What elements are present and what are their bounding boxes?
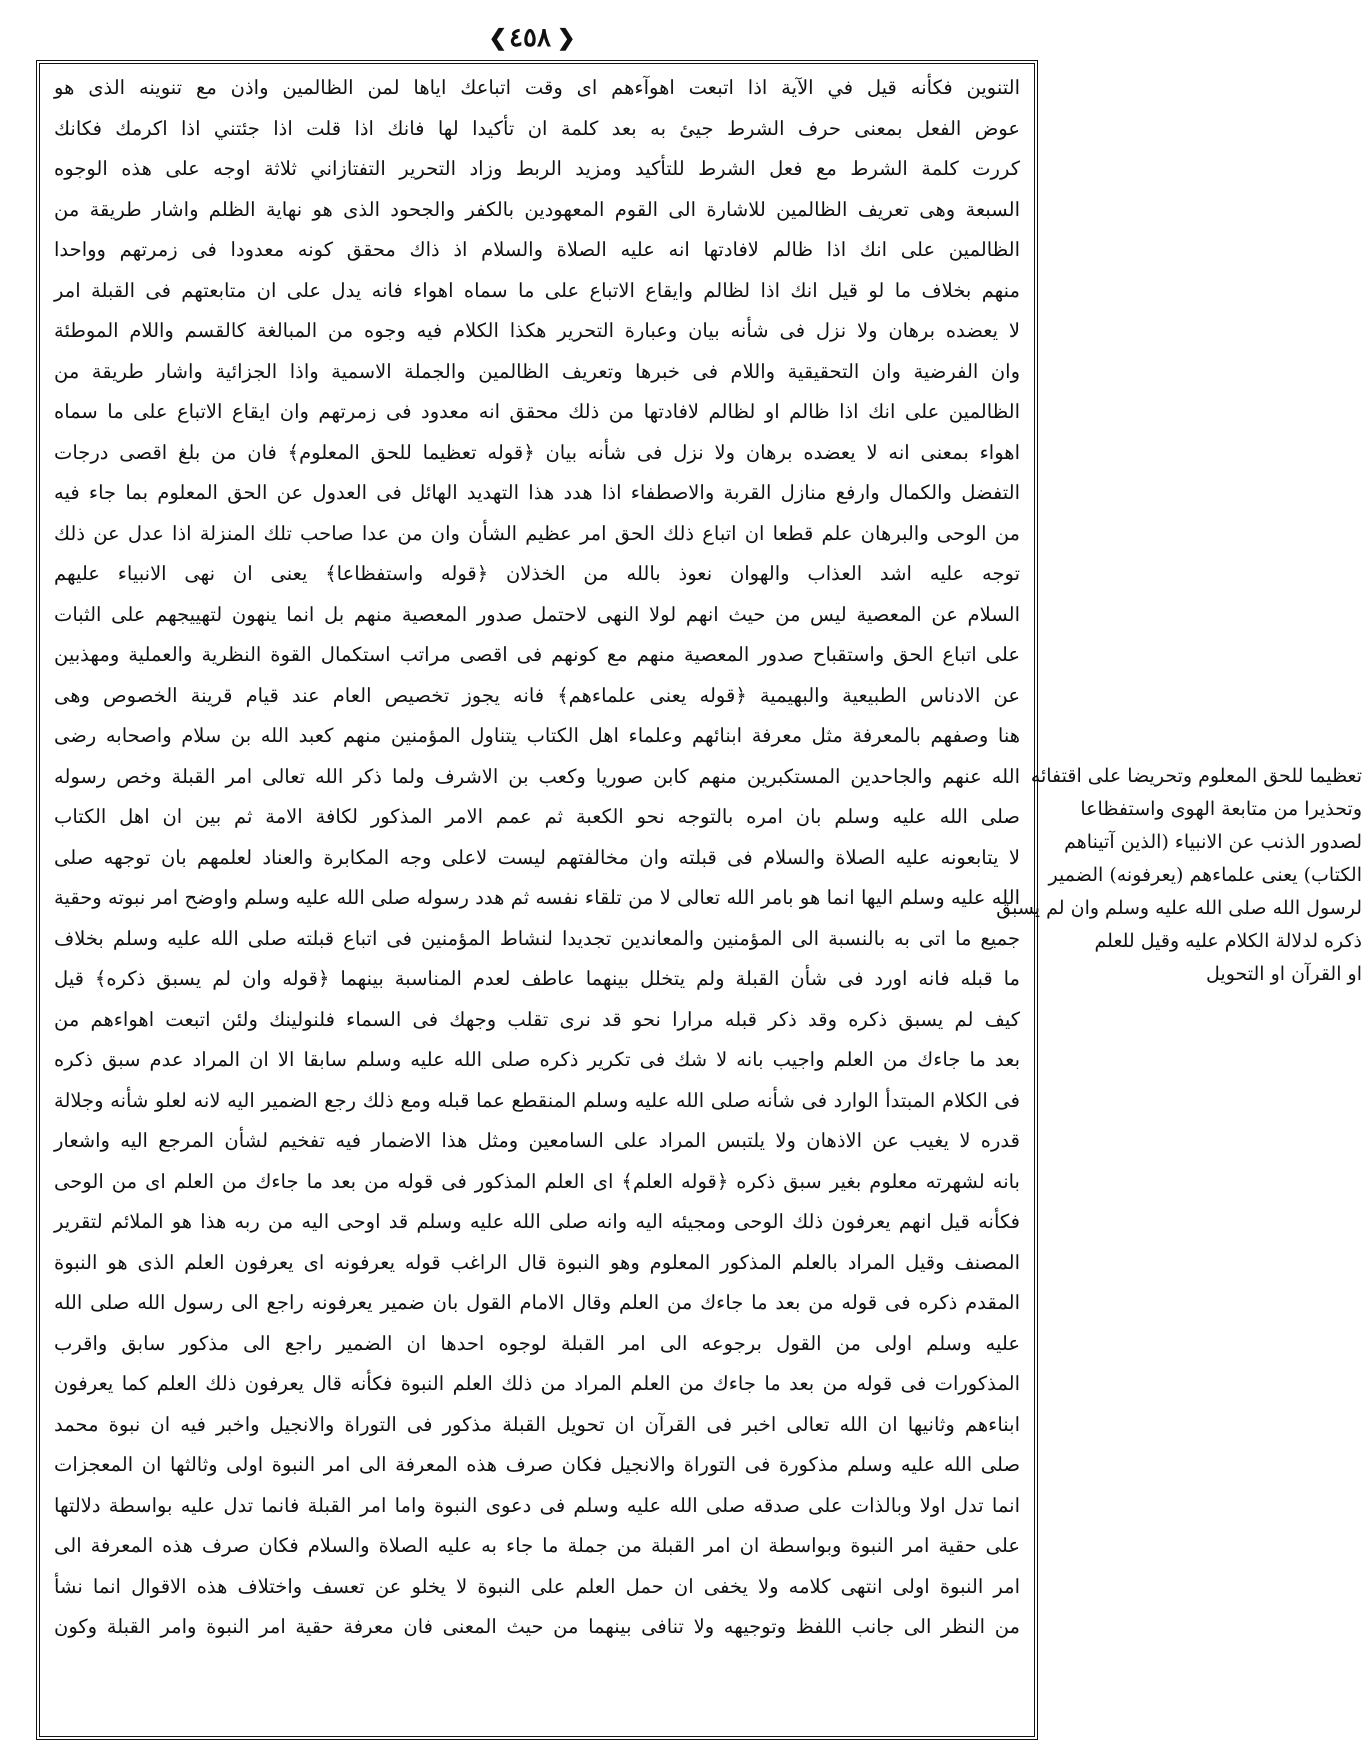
text-line: المقدم ذكره فى قوله من بعد ما جاءك من العلم وقال الامام القول بان ضمير يعرفونه راجع الى رسول الله صلى الله — [54, 1291, 1020, 1314]
main-text-frame — [36, 60, 1038, 1740]
text-line: امر النبوة اولى انتهى كلامه ولا يخفى ان حمل العلم على النبوة لا يخلو عن تعسف واختلاف هذه الاقوال انما نشأ — [54, 1574, 1020, 1598]
text-line: لا يتابعونه عليه الصلاة والسلام فى قبلته وان مخالفتهم ليست لاعلى وجه المكابرة والعناد لعلمهم بان توجهه صلى — [54, 845, 1020, 869]
text-line: عليه وسلم اولى من القول برجوعه الى امر القبلة لوجوه احدها ان الضمير راجع الى مذكور سابق واقرب — [54, 1331, 1020, 1355]
text-line: منهم بخلاف ما لو قيل انك اذا لظالم وايقاع الاتباع على ما سماه اهواء فانه يدل على ان متابعتهم فى القبلة امر — [54, 278, 1020, 302]
text-line: صلى الله عليه وسلم بان امره بالتوجه نحو الكعبة ثم عمم الامر المذكور لكافة الامة ثم بين ان اهل الكتاب — [54, 805, 1020, 828]
text-line: من النظر الى جانب اللفظ وتوجيهه ولا تنافى بينهما من حيث المعنى فان معرفة حقية امر النبوة وامر القبلة وكون — [54, 1615, 1020, 1638]
gloss-line: وتحذيرا من متابعة الهوى واستفظاعا — [1080, 798, 1362, 820]
gloss-line: او القرآن او التحويل — [1206, 963, 1362, 985]
text-line: صلى الله عليه وسلم مذكورة فى التوراة والانجيل فكان صرف هذه المعرفة الى امر النبوة اولى وثالثها ان المعجزات — [54, 1453, 1020, 1476]
margin-gloss — [996, 760, 1362, 991]
gloss-line: ذكره لدلالة الكلام عليه وقيل للعلم — [1094, 930, 1362, 952]
gloss-line: لرسول الله صلى الله عليه وسلم وان لم يسبق — [996, 897, 1362, 919]
ornament-right-icon: ❯ — [556, 25, 572, 51]
text-line: فى الكلام المبتدأ الوارد فى شأنه صلى الله عليه وسلم المنقطع عما قبله ومع ذلك رجع الضمير اليه لانه لعلو شأنه وجلالة — [54, 1088, 1020, 1112]
gloss-line: الكتاب) يعنى علماءهم (يعرفونه) الضمير — [1048, 864, 1362, 886]
text-line: بعد ما جاءك من العلم واجيب بانه لا شك فى تكرير ذكره صلى الله عليه وسلم سابقا الا ان المراد عدم سبق ذكره — [54, 1048, 1020, 1071]
page-number-text: ٤٥٨ — [509, 23, 551, 53]
text-line: انما تدل اولا وبالذات على صدقه صلى الله عليه وسلم فى دعوى النبوة واما امر القبلة فانما تدل عليه بواسطة دلالتها — [54, 1493, 1020, 1517]
text-line: السلام عن المعصية ليس من حيث انهم لولا النهى لاحتمل صدور المعصية منهم بل انما ينهون لتهييجهم على الثبات — [54, 602, 1020, 626]
page-number — [440, 18, 620, 58]
text-line: هنا وصفهم بالمعرفة مثل معرفة ابنائهم وعلماء اهل الكتاب يتناول المؤمنين منهم كعبد الله بن سلام واصحابه رضى — [54, 724, 1020, 747]
text-line: المذكورات فى قوله من بعد ما جاءك من العلم المراد من ذلك العلم النبوة فكأنه قال يعرفون ذلك العلم كما يعرفون — [54, 1372, 1020, 1395]
text-line: المصنف وقيل المراد بالعلم المذكور المعلوم وهو النبوة قال الراغب قوله يعرفونه اى يعرفون العلم الذى هو النبوة — [54, 1250, 1020, 1274]
text-line: الله عنهم والجاحدين المستكبرين منهم كابن صوريا وكعب بن الاشرف ولما ذكر الله تعالى امر القبلة وخص رسوله — [54, 764, 1020, 788]
gloss-line: تعظيما للحق المعلوم وتحريضا على اقتفائه — [1030, 765, 1362, 787]
text-line: ابناءهم وثانيها ان الله تعالى اخبر فى القرآن ان تحويل القبلة مذكور فى التوراة والانجيل واخبر فيه ان نبوة محمد — [54, 1412, 1020, 1436]
main-commentary-text — [54, 68, 1020, 1648]
text-line: الظالمين على انك اذا ظالم او لظالم لافادتها من ذلك محقق انه معدود فى زمرتهم وان ايقاع الاتباع على ما سماه — [54, 400, 1020, 423]
text-line: السبعة وهى تعريف الظالمين للاشارة الى القوم المعهودين بالكفر والجحود الذى هو نهاية الظلم واشار طريقة من — [54, 197, 1020, 221]
text-line: التنوين فكأنه قيل في الآية اذا اتبعت اهوآءهم اى وقت اتباعك اياها لمن الظالمين واذن مع تنوينه الذى هو — [54, 76, 1020, 99]
text-line: كيف لم يسبق ذكره وقد ذكر قبله مرارا نحو قد نرى تقلب وجهك فى السماء فلنولينك ولئن اتبعت اهواءهم من — [54, 1007, 1020, 1031]
ornament-left-icon: ❮ — [488, 25, 504, 51]
text-line: اهواء بمعنى انه لا يعضده برهان ولا نزل فى شأنه بيان ﴿قوله تعظيما للحق المعلوم﴾ فان من بلغ اقصى درجات — [54, 440, 1020, 464]
text-line: على حقية امر النبوة وبواسطة ان امر القبلة من جملة ما جاء به عليه الصلاة والسلام فكان صرف هذه المعرفة الى — [54, 1534, 1020, 1557]
text-line: فكأنه قيل انهم يعرفون ذلك الوحى ومجيئه اليه وانه صلى الله عليه وسلم قد اوحى اليه من ربه هذا هو الملائم لتقرير — [54, 1210, 1020, 1233]
text-line: لا يعضده برهان ولا نزل فى شأنه بيان وعبارة التحرير هكذا الكلام فيه وجوه من المبالغة كالقسم واللام الموطئة — [54, 319, 1020, 342]
text-line: ما قبله فانه اورد فى شأن القبلة ولم يتخلل بينهما عاطف لعدم المناسبة بينهما ﴿قوله وان لم يسبق ذكره﴾ قيل — [54, 967, 1020, 990]
text-line: وان الفرضية وان التحقيقية واللام فى خبرها وتعريف الظالمين والجملة الاسمية واذا الجزائية واشار طريقة من — [54, 359, 1020, 383]
text-line: بانه لشهرته معلوم بغير سبق ذكره ﴿قوله العلم﴾ اى العلم المذكور فى قوله من بعد ما جاءك من العلم اى من الوحى — [54, 1169, 1020, 1193]
text-line: الظالمين على انك اذا ظالم لافادتها انه عليه الصلاة والسلام اذ ذاك محقق كونه معدودا فى زمرتهم وواحدا — [54, 238, 1020, 261]
text-line: على اتباع الحق واستقباح صدور المعصية منهم مع كونهم فى اقصى مراتب استكمال القوة النظرية والعملية ومهذبين — [54, 643, 1020, 666]
text-line: جميع ما اتى به بالنسبة الى المؤمنين والمعاندين تجديدا لنشاط المؤمنين فى اتباع قبلته صلى الله عليه وسلم بخلاف — [54, 926, 1020, 950]
text-line: الله عليه وسلم اليها انما هو بامر الله تعالى لا من تلقاء نفسه ثم هدد رسوله صلى الله عليه وسلم واوضح امر نبوته وحقية — [54, 886, 1020, 909]
text-line: قدره لا يغيب عن الاذهان ولا يلتبس المراد على السامعين ومثل هذا الاضمار فيه تفخيم لشأن المرجع اليه واشعار — [54, 1129, 1020, 1152]
gloss-line: لصدور الذنب عن الانبياء (الذين آتيناهم — [1064, 831, 1362, 853]
text-line: توجه عليه اشد العذاب والهوان نعوذ بالله من الخذلان ﴿قوله واستفظاعا﴾ يعنى ان نهى الانبياء عليهم — [54, 562, 1020, 585]
text-line: التفضل والكمال وارفع منازل القربة والاصطفاء اذا هدد هذا التهديد الهائل فى العدول عن الحق المعلوم بما جاء فيه — [54, 481, 1020, 504]
text-line: من الوحى والبرهان علم قطعا ان اتباع ذلك الحق امر عظيم الشأن وان من عدا صاحب تلك المنزلة اذا عدل عن ذلك — [54, 521, 1020, 545]
text-line: كررت كلمة الشرط مع فعل الشرط للتأكيد ومزيد الربط وزاد التحرير التفتازاني ثلاثة اوجه على هذه الوجوه — [54, 157, 1020, 180]
text-line: عوض الفعل بمعنى حرف الشرط جيئ به بعد كلمة ان تأكيدا لها فانك اذا قلت اذا جئتني اذا اكرمك فكانك — [54, 116, 1020, 140]
text-line: عن الادناس الطبيعية والبهيمية ﴿قوله يعنى علماءهم﴾ فانه يجوز تخصيص العام عند قيام قرينة الخصوص وهى — [54, 683, 1020, 707]
